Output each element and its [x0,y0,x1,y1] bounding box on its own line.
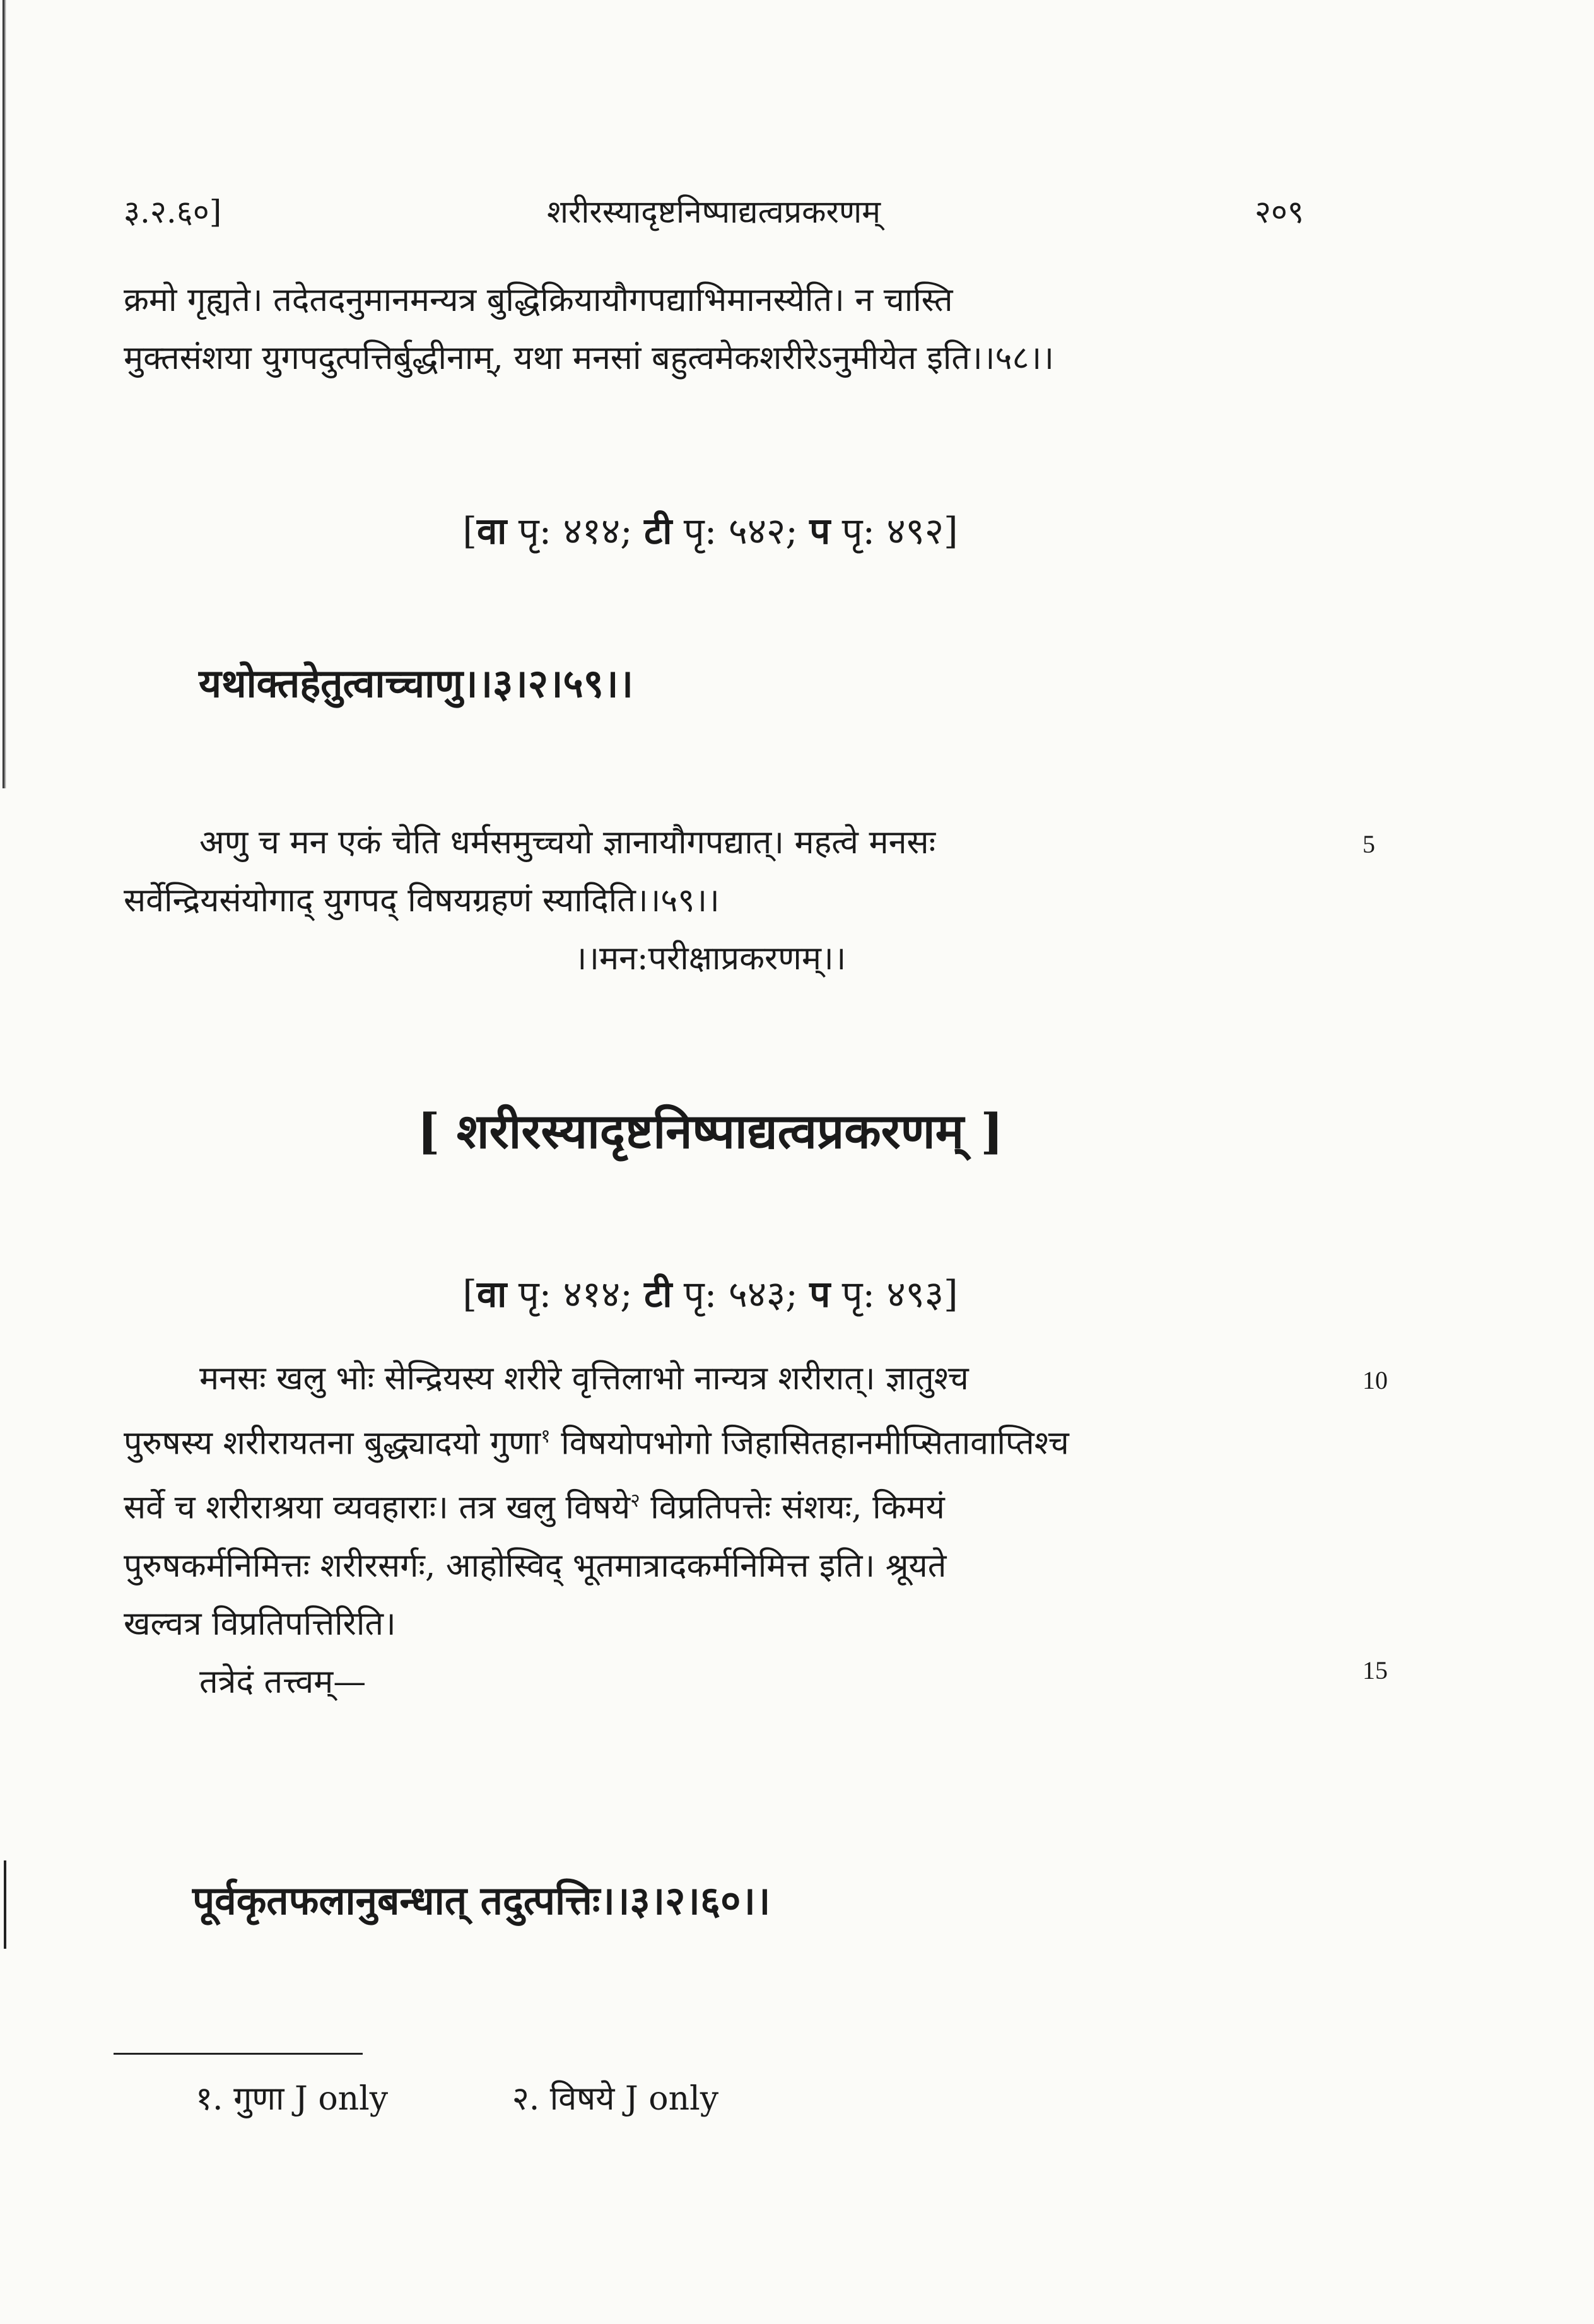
line-number: 15 [1363,1656,1388,1685]
text-line: अणु च मन एकं चेति धर्मसमुच्चयो ज्ञानायौगपद्यात्। महत्वे मनसः [199,824,936,861]
reference-line [124,1268,1297,1317]
scan-edge-mark [4,1860,6,1949]
section-title: [ शरीरस्यादृष्टनिष्पाद्यत्वप्रकरणम् ] [417,1103,1004,1159]
footnotes [196,2075,832,2120]
ref-pa: प [809,1273,831,1316]
text-line: खल्वत्र विप्रतिपत्तिरिति। [124,1604,396,1643]
ref-ti-page: पृ: ५४२; [672,510,798,552]
text-segment: सर्वे च शरीराश्रया व्यवहाराः। तत्र खलु विषये [124,1488,631,1527]
bracket: [ [462,510,477,552]
intro-paragraph [124,271,1297,387]
line-number: 10 [1363,1366,1388,1394]
ref-pa-page: पृ: ४९३] [830,1273,958,1316]
footnote-marker: १ [541,1425,551,1447]
page-number: २०९ [1255,194,1304,230]
text-line: मनसः खलु भोः सेन्द्रियस्य शरीरे वृत्तिलाभो नान्यत्र शरीरात्। ज्ञातुश्च [199,1360,969,1398]
ref-va: वा [477,1273,507,1316]
reference-line [124,505,1297,554]
header-section-ref: ३.२.६०] [124,194,222,230]
text-line [124,1472,1297,1536]
text-line: तत्रेदं तत्त्वम्— [199,1662,366,1701]
text-line: पुरुषकर्मनिमित्तः शरीरसर्गः, आहोस्विद् भूतमात्रादकर्मनिमित्त इति। श्रूयते [124,1546,947,1585]
footnote: १. गुणा J only [196,2080,389,2118]
sutra-60: पूर्वकृतफलानुबन्धात् तदुत्पत्तिः।।३।२।६०।। [192,1877,771,1924]
text-line: मुक्तसंशया युगपदुत्पत्तिर्बुद्धीनाम्, यथा मनसां बहुत्वमेकशरीरेऽनुमीयेत इति।।५८।। [124,339,1054,377]
text-segment: पुरुषस्य शरीरायतना बुद्ध्यादयो गुणा [124,1424,541,1463]
footnote-marker: २ [630,1490,640,1512]
text-line [124,1408,1297,1472]
commentary-59 [124,814,1297,988]
header-title: शरीरस्यादृष्टनिष्पाद्यत्वप्रकरणम् [546,194,881,230]
text-line: क्रमो गृह्यते। तदेतदनुमानमन्यत्र बुद्धिक्रियायौगपद्याभिमानस्येति। न चास्ति [124,281,953,319]
bracket: [ [462,1273,477,1316]
text-segment: विप्रतिपत्तेः संशयः, किमयं [640,1488,945,1527]
ref-ti-page: पृ: ५४३; [672,1273,798,1316]
commentary-main [124,1350,1297,1711]
line-number: 5 [1363,830,1375,858]
colophon: ।।मन:परीक्षाप्रकरणम्।। [574,940,847,978]
footnote-rule [114,2053,363,2055]
text-segment: विषयोपभोगो जिहासितहानमीप्सितावाप्तिश्च [550,1424,1069,1463]
ref-ti: टी [644,510,672,552]
sutra-59: यथोक्तहेतुत्वाच्चाणु।।३।२।५९।। [199,660,634,706]
ref-va-page: पृ: ४१४; [507,1273,633,1316]
text-line: सर्वेन्द्रियसंयोगाद् युगपद् विषयग्रहणं स्यादिति।।५९।। [124,882,720,920]
ref-ti: टी [644,1273,672,1316]
ref-va-page: पृ: ४१४; [507,510,633,552]
ref-pa-page: पृ: ४९२] [830,510,958,552]
ref-pa: प [809,510,831,552]
running-header [124,189,1304,240]
scan-edge [3,0,6,788]
footnote: २. विषये J only [512,2080,719,2118]
ref-va: वा [477,510,507,552]
